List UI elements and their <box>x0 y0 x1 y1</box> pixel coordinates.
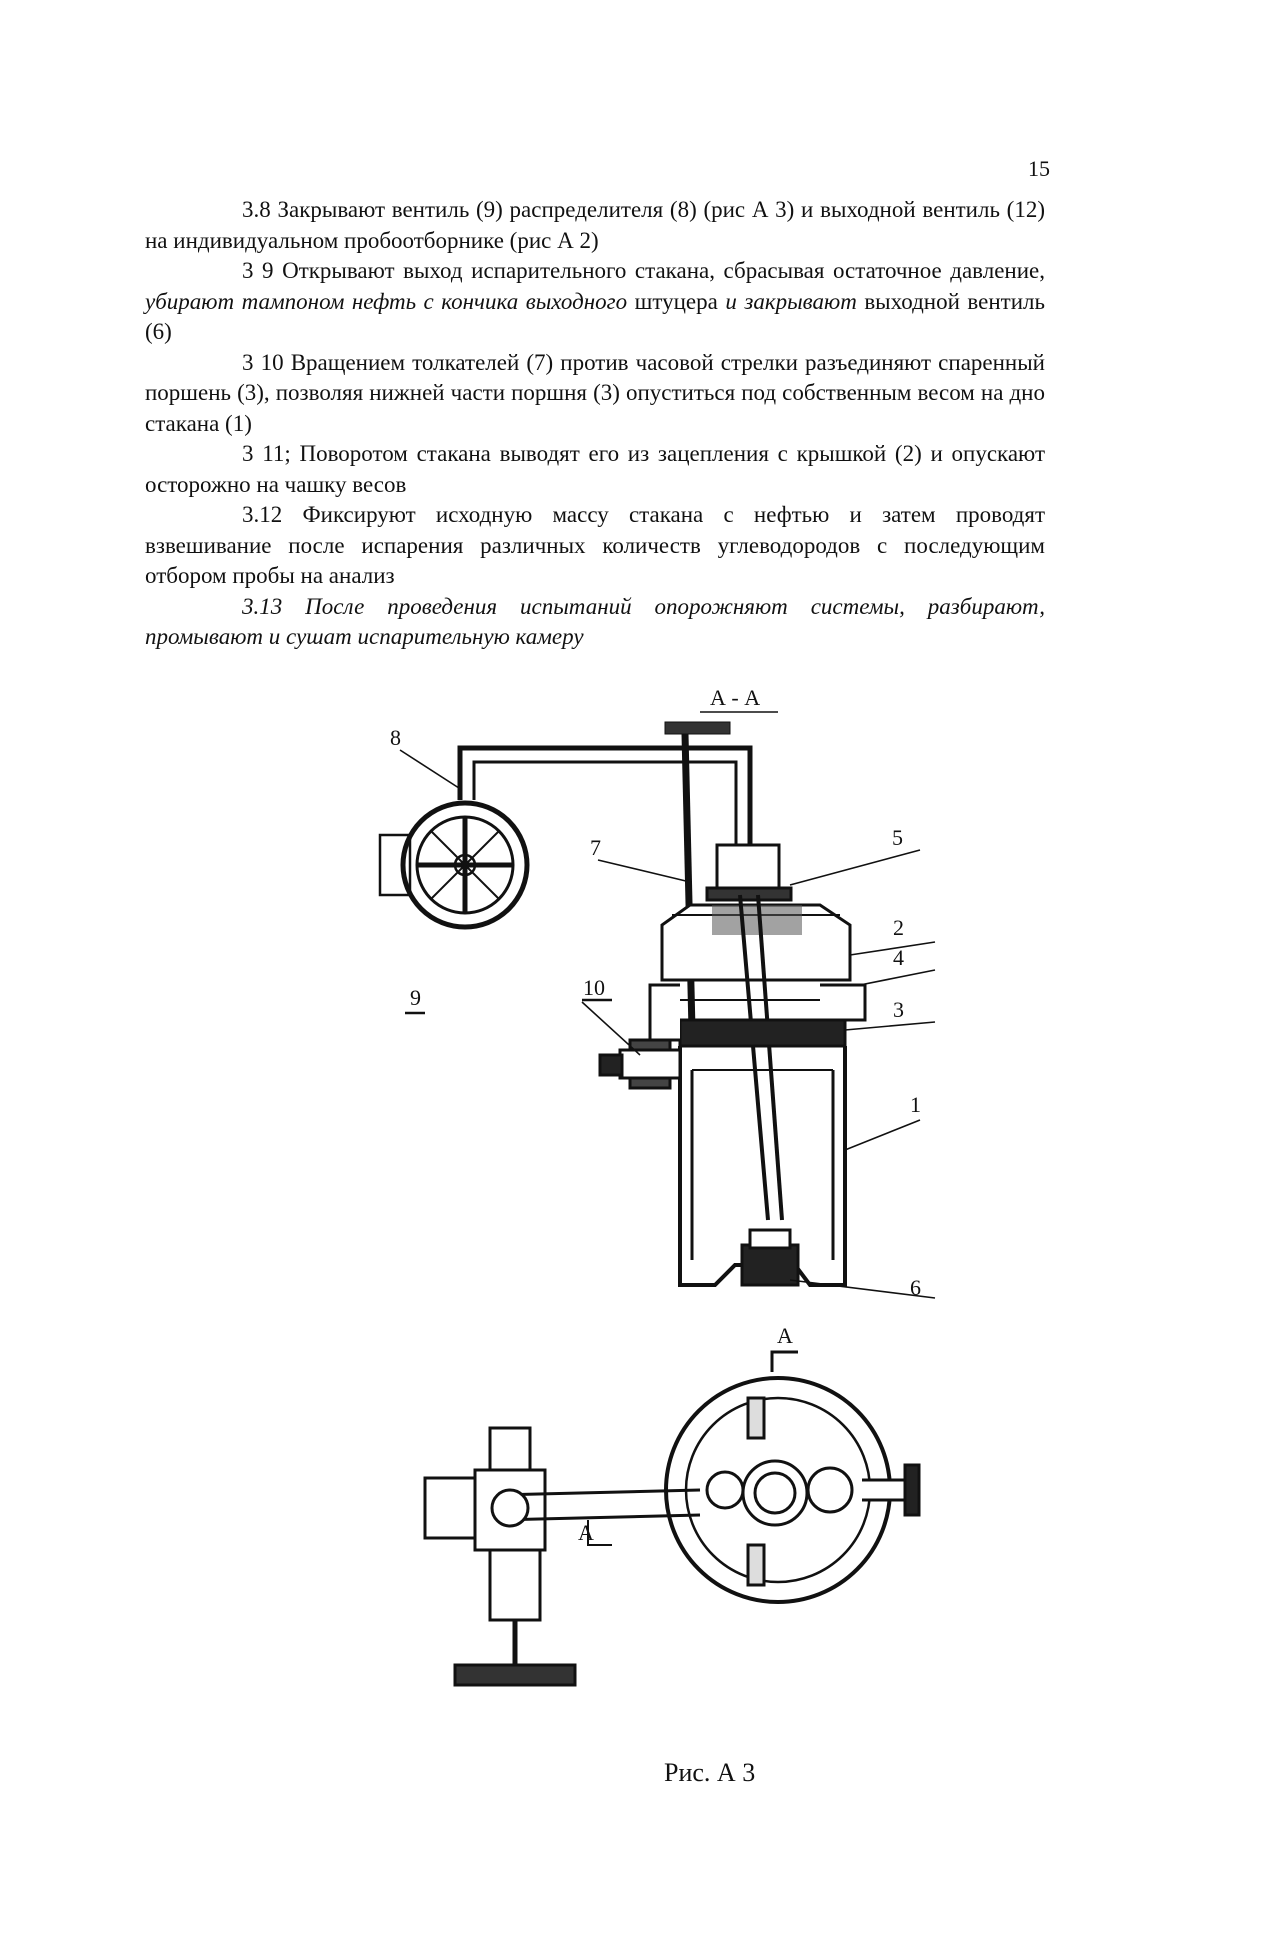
label-9: 9 <box>410 985 421 1010</box>
label-8: 8 <box>390 725 401 750</box>
paragraph-3-10: 3 10 Вращением толкателей (7) против часовой стрелки разъединяют спаренный поршень (3), позволяя нижней части поршня (3) опуститься под собственным весом на дно стакана (1) <box>145 349 1045 436</box>
section-mark-top: А <box>777 1323 793 1348</box>
paragraph-3-8: 3.8 Закрывают вентиль (9) распределителя (8) (рис А 3) и выходной вентиль (12) на индивидуальном пробоотборнике (рис А 2) <box>145 197 1045 253</box>
label-5: 5 <box>892 825 903 850</box>
figure-caption: Рис. А 3 <box>664 1758 756 1787</box>
section-mark-left: А <box>578 1520 594 1545</box>
section-label: А - А <box>710 685 761 710</box>
paragraph-3-9-part-1: 3 9 Открывают выход испарительного стакана, сбрасывая остаточное давление, <box>242 258 1045 283</box>
paragraph-3-9-part-3: штуцера <box>627 288 726 314</box>
paragraph-3-12: 3.12 Фиксируют исходную массу стакана с нефтью и затем проводят взвешивание после испарения различных количеств углеводородов с последующим отбором пробы на анализ <box>145 502 1045 588</box>
paragraph-3-11: 3 11; Поворотом стакана выводят его из зацепления с крышкой (2) и опускают осторожно на чашку весов <box>145 441 1045 497</box>
label-2: 2 <box>893 915 904 940</box>
label-3: 3 <box>893 997 904 1022</box>
paragraph-3-9-part-5: выходной вентиль (6) <box>145 288 1045 344</box>
label-1: 1 <box>910 1092 921 1117</box>
label-10: 10 <box>583 975 605 1000</box>
paragraph-3-9-part-2: убирают тампоном нефть с кончика выходного <box>145 288 628 314</box>
label-7: 7 <box>590 835 601 860</box>
paragraph-3-13-text: 3.13 После проведения испытаний опорожняют системы, разбирают, промывают и сушат испарительную камеру <box>145 593 1045 649</box>
label-6: 6 <box>910 1275 921 1300</box>
page-number: 15 <box>1028 156 1050 181</box>
paragraph-3-9-part-4: и закрывают <box>725 288 857 314</box>
label-4: 4 <box>893 945 904 970</box>
